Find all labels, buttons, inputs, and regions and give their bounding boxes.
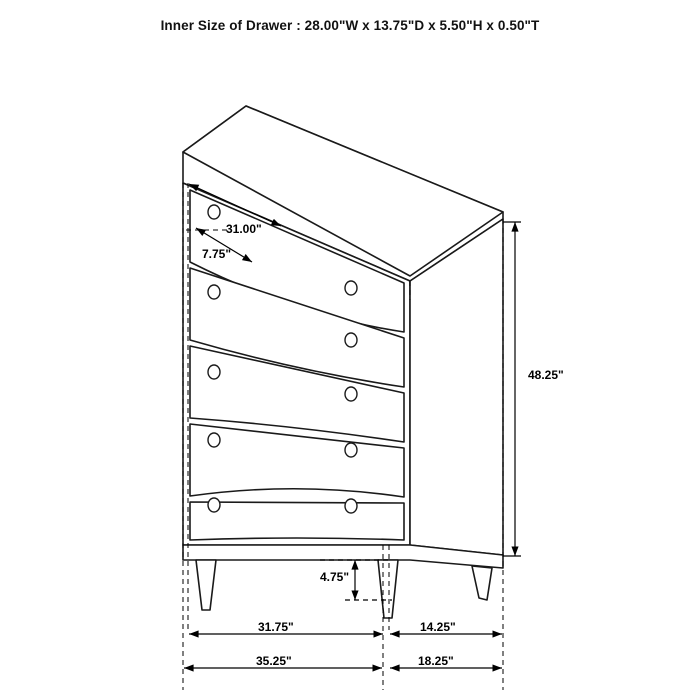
chest-body (183, 106, 503, 618)
dim-label-overall-depth: 18.25" (418, 654, 454, 668)
knob-1-right (345, 281, 357, 295)
leg-rear-right (472, 566, 492, 600)
knob-2-left (208, 285, 220, 299)
knob-3-right (345, 387, 357, 401)
dim-label-front-width: 31.75" (258, 620, 294, 634)
page-title: Inner Size of Drawer : 28.00"W x 13.75"D x 5.50"H x 0.50"T (160, 18, 540, 33)
knob-5-right (345, 499, 357, 513)
dim-label-overall-width: 35.25" (256, 654, 292, 668)
dim-label-overall-height: 48.25" (528, 368, 564, 382)
drawer-front-5 (190, 502, 404, 540)
knob-4-right (345, 443, 357, 457)
dim-label-side-depth: 14.25" (420, 620, 456, 634)
dim-label-leg-height: 4.75" (320, 570, 350, 584)
knob-4-left (208, 433, 220, 447)
dim-label-drawer-height: 7.75" (202, 247, 232, 261)
knob-1-left (208, 205, 220, 219)
leg-front-left (196, 560, 216, 610)
dim-label-drawer-width: 31.00" (226, 222, 262, 236)
leg-front-right (378, 560, 398, 618)
knob-2-right (345, 333, 357, 347)
knob-3-left (208, 365, 220, 379)
knob-5-left (208, 498, 220, 512)
